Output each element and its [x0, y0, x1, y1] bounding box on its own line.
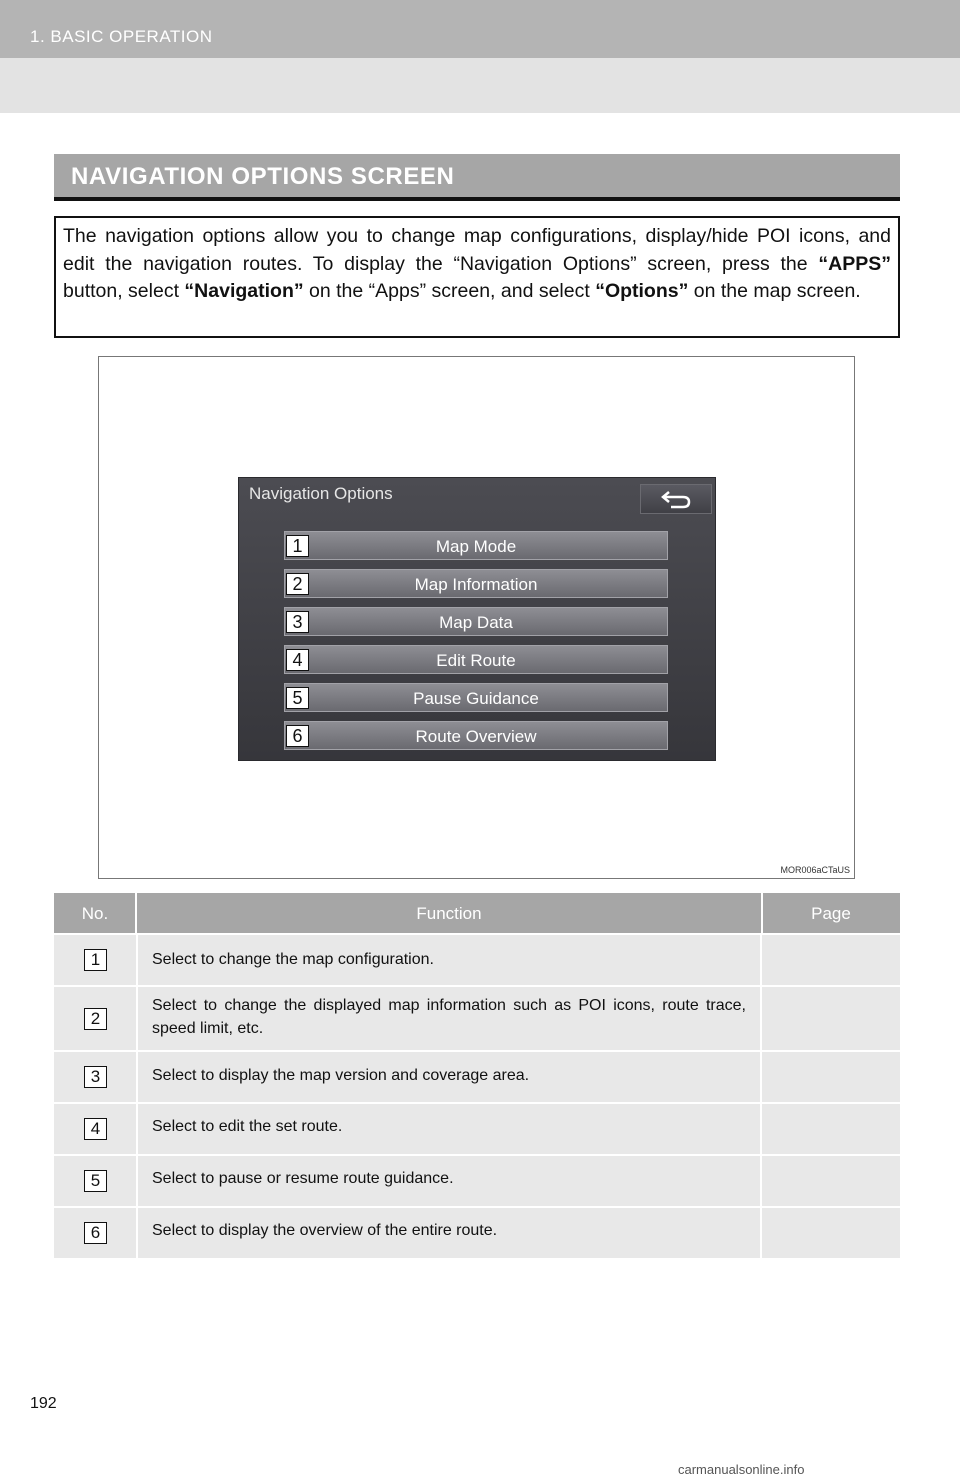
table-row — [54, 1154, 900, 1206]
page-cell — [762, 935, 900, 985]
section-title-bar — [54, 154, 900, 201]
header-no: No. — [81, 904, 109, 923]
callout-number: 6 — [286, 725, 309, 747]
number-cell — [54, 935, 136, 985]
header-page: Page — [811, 904, 851, 923]
function-text: Select to change the map configuration. — [152, 951, 434, 968]
apps-button-ref: “APPS” — [818, 252, 891, 275]
button-label: Pause Guidance — [413, 689, 539, 708]
function-table — [54, 893, 900, 1258]
function-text: Select to change the displayed map information such as POI icons, route trace, speed limit, etc. — [152, 997, 746, 1037]
map-information-button[interactable] — [284, 569, 668, 598]
function-text: Select to display the overview of the entire route. — [152, 1222, 498, 1239]
row-number: 6 — [84, 1222, 107, 1244]
image-code: MOR006aCTaUS — [780, 865, 850, 875]
page-cell — [762, 987, 900, 1050]
screenshot-frame — [98, 356, 855, 879]
map-data-button[interactable] — [284, 607, 668, 636]
page-cell — [762, 1104, 900, 1154]
button-label: Map Data — [439, 613, 513, 632]
intro-text-part: on the map screen. — [688, 280, 861, 302]
route-overview-button[interactable] — [284, 721, 668, 750]
navigation-options-screen — [238, 477, 716, 761]
function-text: Select to pause or resume route guidance. — [152, 1170, 454, 1187]
button-label: Edit Route — [436, 651, 516, 670]
function-text: Select to display the map version and coverage area. — [152, 1067, 530, 1084]
navigation-ref: “Navigation” — [184, 280, 304, 302]
button-label: Route Overview — [415, 727, 537, 746]
intro-text-part: button, select — [63, 280, 185, 302]
intro-box — [54, 216, 900, 338]
header-band — [0, 0, 960, 113]
function-cell — [136, 935, 762, 985]
number-cell — [54, 1156, 136, 1206]
number-cell — [54, 987, 136, 1050]
function-cell — [136, 1052, 762, 1102]
table-row — [54, 933, 900, 985]
function-cell — [136, 1104, 762, 1154]
edit-route-button[interactable] — [284, 645, 668, 674]
callout-number: 3 — [286, 611, 309, 633]
return-arrow-icon — [659, 489, 693, 509]
intro-text — [63, 223, 891, 306]
number-cell — [54, 1104, 136, 1154]
number-cell — [54, 1208, 136, 1258]
page-number: 192 — [30, 1395, 57, 1412]
function-cell — [136, 1208, 762, 1258]
intro-text-part: The navigation options allow you to change map configurations, display/hide POI icons, and edit the navigation routes. To display the “Navigation Options” screen, press the — [63, 225, 891, 275]
table-row — [54, 1206, 900, 1258]
row-number: 3 — [84, 1066, 107, 1088]
chapter-header: 1. BASIC OPERATION — [30, 27, 213, 46]
back-button[interactable] — [640, 484, 712, 514]
callout-number: 2 — [286, 573, 309, 595]
table-header — [54, 893, 900, 933]
function-text: Select to edit the set route. — [152, 1118, 343, 1135]
callout-number: 4 — [286, 649, 309, 671]
table-row — [54, 985, 900, 1050]
header-function: Function — [416, 904, 482, 923]
page-cell — [762, 1208, 900, 1258]
section-title: NAVIGATION OPTIONS SCREEN — [71, 163, 455, 190]
table-row — [54, 1050, 900, 1102]
intro-text-part: on the “Apps” screen, and select — [303, 280, 596, 302]
row-number: 1 — [84, 949, 107, 971]
row-number: 2 — [84, 1008, 107, 1030]
callout-number: 5 — [286, 687, 309, 709]
callout-number: 1 — [286, 535, 309, 557]
page-cell — [762, 1156, 900, 1206]
function-cell — [136, 987, 762, 1050]
button-label: Map Mode — [435, 537, 517, 556]
watermark: carmanualsonline.info — [678, 1462, 805, 1477]
function-cell — [136, 1156, 762, 1206]
number-cell — [54, 1052, 136, 1102]
table-row — [54, 1102, 900, 1154]
button-label: Map Information — [414, 575, 538, 594]
options-ref: “Options” — [595, 280, 689, 302]
row-number: 4 — [84, 1118, 107, 1140]
page-cell — [762, 1052, 900, 1102]
row-number: 5 — [84, 1170, 107, 1192]
screen-title: Navigation Options — [249, 484, 393, 503]
map-mode-button[interactable] — [284, 531, 668, 560]
pause-guidance-button[interactable] — [284, 683, 668, 712]
